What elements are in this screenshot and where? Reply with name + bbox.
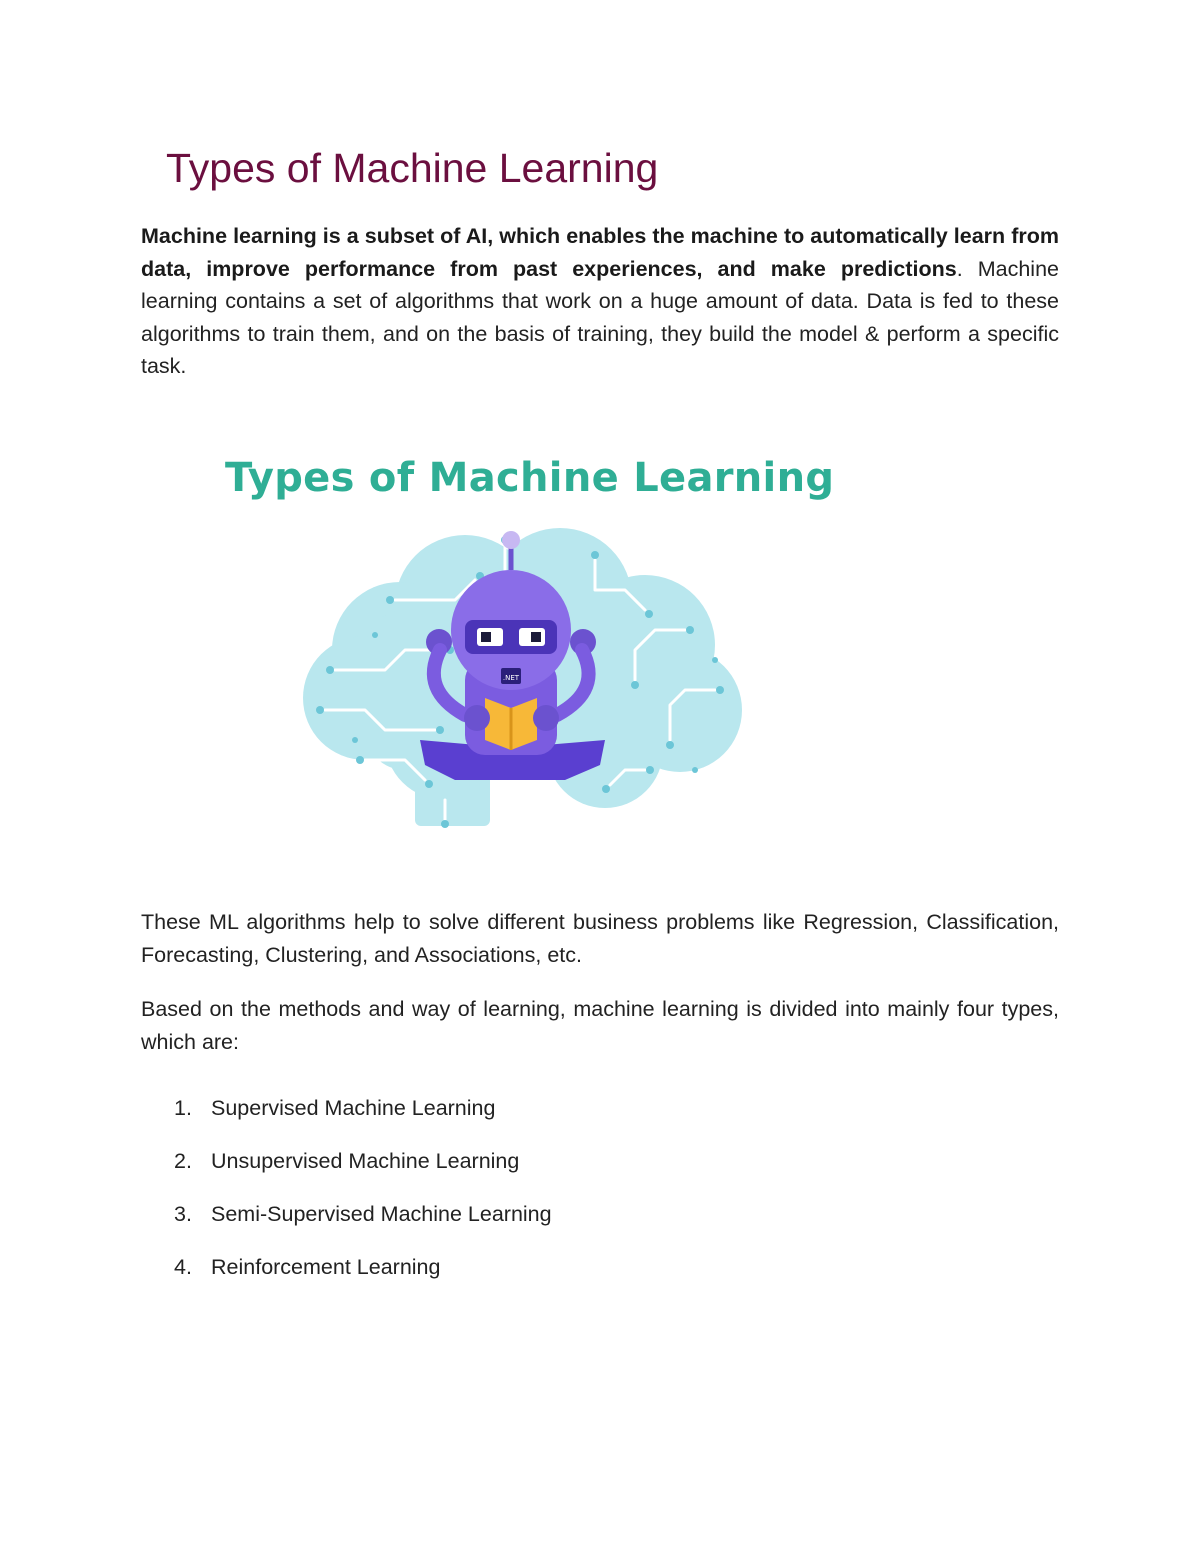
list-item bbox=[174, 1092, 552, 1145]
list-item-label: Unsupervised Machine Learning bbox=[211, 1149, 520, 1173]
robot-left-hand bbox=[464, 705, 490, 731]
figure-title: Types of Machine Learning bbox=[225, 455, 835, 501]
list-item bbox=[174, 1251, 552, 1304]
intro-rest-text: Machine learning contains a set of algorithms that work on a huge amount of data. Data is fed to these algorithms to train them, and on the basis of training, they build the model & perform a specific task. bbox=[141, 256, 1059, 378]
list-item-number: 1. bbox=[174, 1096, 192, 1120]
intro-paragraph bbox=[141, 220, 1059, 383]
list-item-number: 3. bbox=[174, 1202, 192, 1226]
ml-types-list bbox=[174, 1092, 552, 1304]
antenna-icon bbox=[502, 531, 520, 549]
svg-text:.NET: .NET bbox=[502, 674, 520, 682]
list-item-number: 4. bbox=[174, 1255, 192, 1279]
list-item-label: Semi-Supervised Machine Learning bbox=[211, 1202, 552, 1226]
list-item-number: 2. bbox=[174, 1149, 192, 1173]
intro-bold-text: Machine learning is a subset of AI, which enables the machine to automatically learn from data, improve performance from past experiences, and make predictions bbox=[141, 224, 1059, 281]
list-item bbox=[174, 1198, 552, 1251]
list-item bbox=[174, 1145, 552, 1198]
robot-right-hand bbox=[533, 705, 559, 731]
types-intro-paragraph: Based on the methods and way of learning, machine learning is divided into mainly four types, which are: bbox=[141, 997, 1059, 1054]
algorithms-paragraph: These ML algorithms help to solve different business problems like Regression, Classification, Forecasting, Clustering, and Associations, etc. bbox=[141, 910, 1059, 967]
list-item-label: Reinforcement Learning bbox=[211, 1255, 441, 1279]
intro-period: . bbox=[956, 256, 963, 281]
ml-illustration bbox=[215, 440, 835, 840]
page-title: Types of Machine Learning bbox=[166, 145, 659, 191]
list-item-label: Supervised Machine Learning bbox=[211, 1096, 496, 1120]
